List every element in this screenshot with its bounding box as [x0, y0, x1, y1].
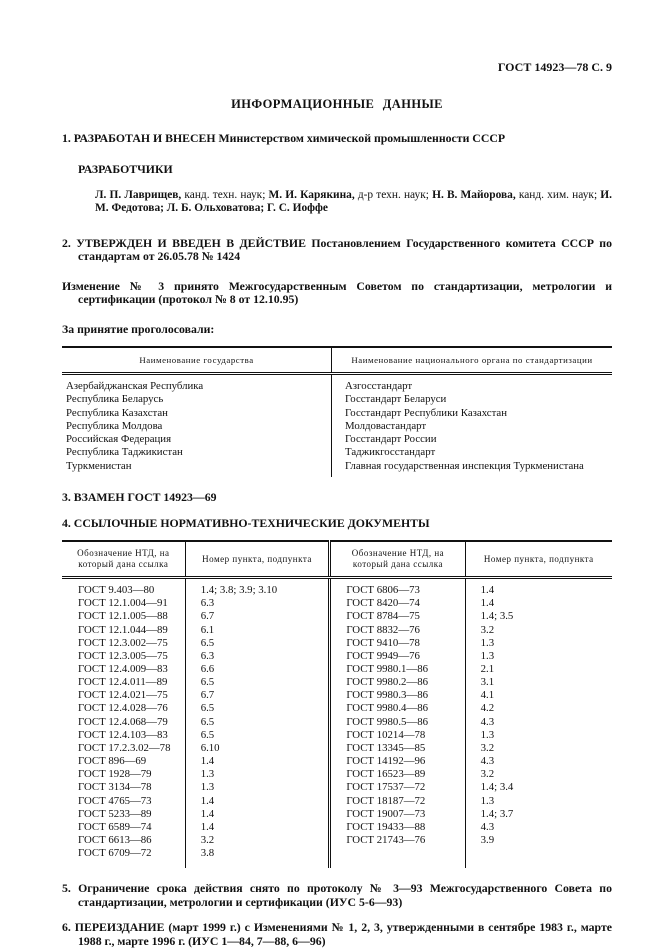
references-table-row [62, 742, 612, 755]
amendment-note: Изменение № 3 принято Межгосударственным Советом по стандартизации, метрологии и сертификации (протокол № 8 от 12.10.95) [62, 278, 612, 306]
doc-cell-right: ГОСТ 9980.5—86 [330, 716, 465, 729]
developer-degree: д-р техн. наук; [354, 188, 433, 201]
point-cell-right: 1.4 [465, 597, 612, 610]
point-cell-left: 6.5 [185, 716, 330, 729]
point-cell-right: 1.3 [465, 650, 612, 663]
doc-cell-left: ГОСТ 12.4.009—83 [78, 663, 168, 676]
point-cell-right: 1.4; 3.5 [465, 610, 612, 623]
developers-list [95, 189, 612, 215]
state-cell: Республика Беларусь [66, 393, 164, 406]
references-table-row [62, 663, 612, 676]
point-cell-right: 4.3 [465, 821, 612, 834]
doc-cell-left: ГОСТ 17.2.3.02—78 [78, 741, 171, 754]
doc-cell-left: ГОСТ 12.4.103—83 [78, 728, 168, 741]
section-3-heading: 3. ВЗАМЕН ГОСТ 14923—69 [62, 490, 217, 505]
doc-cell-left: ГОСТ 12.4.068—79 [78, 715, 168, 728]
org-cell: Госстандарт Беларуси [332, 393, 613, 406]
org-cell: Молдовастандарт [332, 420, 613, 433]
point-cell-right: 1.4; 3.4 [465, 781, 612, 794]
vote-table-row [62, 374, 612, 394]
references-table-row [62, 597, 612, 610]
point-cell-right: 4.3 [465, 716, 612, 729]
point-cell-right: 1.4; 3.7 [465, 808, 612, 821]
references-table-row [62, 702, 612, 715]
developer-name: М. И. Карякина, [268, 188, 355, 201]
doc-cell-left: ГОСТ 12.1.005—88 [78, 610, 168, 623]
point-cell-left: 6.10 [185, 742, 330, 755]
point-cell-left: 6.5 [185, 676, 330, 689]
references-table-row [62, 650, 612, 663]
point-cell-left: 6.6 [185, 663, 330, 676]
references-table-row [62, 624, 612, 637]
point-cell-right: 3.2 [465, 624, 612, 637]
point-cell-right: 3.1 [465, 676, 612, 689]
doc-cell-left: ГОСТ 12.3.002—75 [78, 636, 168, 649]
doc-cell-left: ГОСТ 12.3.005—75 [78, 649, 168, 662]
section-6-heading: 6. ПЕРЕИЗДАНИЕ (март 1999 г.) с Изменениями № 1, 2, 3, утвержденными в сентябре 1983 г., марте 1988 г., марте 1996 г. (ИУС 1—84, 7—88, 6—96) [62, 920, 612, 948]
doc-cell-right: ГОСТ 8420—74 [330, 597, 465, 610]
vote-table-row [62, 393, 612, 406]
doc-cell-left: ГОСТ 12.4.011—89 [78, 676, 168, 689]
point-cell-left: 6.1 [185, 624, 330, 637]
point-cell-right: 1.3 [465, 729, 612, 742]
refs-col-doc-left: Обозначение НТД, на который дана ссылка [62, 541, 185, 578]
point-cell-left: 1.4 [185, 808, 330, 821]
references-table-row [62, 755, 612, 768]
doc-cell-right: ГОСТ 16523—89 [330, 768, 465, 781]
point-cell-left: 6.5 [185, 702, 330, 715]
doc-cell-right: ГОСТ 19007—73 [330, 808, 465, 821]
doc-cell-right: ГОСТ 19433—88 [330, 821, 465, 834]
section-2-heading: 2. УТВЕРЖДЕН И ВВЕДЕН В ДЕЙСТВИЕ Постановлением Государственного комитета СССР по стандартам от 26.05.78 № 1424 [62, 235, 612, 263]
developer-name: Н. В. Майорова, [432, 188, 516, 201]
vote-table-row [62, 460, 612, 477]
vote-table [62, 346, 612, 477]
references-table [62, 540, 612, 868]
references-table-row [62, 676, 612, 689]
point-cell-left: 1.4 [185, 795, 330, 808]
doc-cell-right: ГОСТ 6806—73 [330, 578, 465, 598]
vote-col-org: Наименование национального органа по стандартизации [332, 347, 613, 374]
point-cell-right [465, 847, 612, 868]
refs-col-doc-right: Обозначение НТД, на который дана ссылка [330, 541, 465, 578]
doc-cell-left: ГОСТ 12.4.028—76 [78, 702, 168, 715]
point-cell-left: 3.8 [185, 847, 330, 868]
point-cell-left: 6.5 [185, 637, 330, 650]
doc-cell-right: ГОСТ 13345—85 [330, 742, 465, 755]
point-cell-left: 6.7 [185, 610, 330, 623]
references-table-row [62, 768, 612, 781]
references-table-row [62, 847, 612, 868]
section-5-heading: 5. Ограничение срока действия снято по протоколу № 3—93 Межгосударственного Совета по стандартизации, метрологии и сертификации (ИУС 5-6—93) [62, 881, 612, 909]
page-title: ИНФОРМАЦИОННЫЕ ДАННЫЕ [231, 97, 443, 111]
doc-cell-right: ГОСТ 8832—76 [330, 624, 465, 637]
developer-name: И. М. Федотова; Л. Б. Ольховатова; Г. С. Иоффе [95, 188, 612, 214]
doc-cell-left: ГОСТ 3134—78 [78, 781, 152, 794]
vote-table-row [62, 433, 612, 446]
references-table-row [62, 578, 612, 598]
references-table-row [62, 689, 612, 702]
doc-cell-left: ГОСТ 4765—73 [78, 794, 152, 807]
refs-col-point-left: Номер пункта, подпункта [185, 541, 330, 578]
point-cell-right: 4.2 [465, 702, 612, 715]
developer-name: Л. П. Лаврищев, [95, 188, 182, 201]
org-cell: Госстандарт Республики Казахстан [332, 407, 613, 420]
point-cell-right: 2.1 [465, 663, 612, 676]
doc-cell-left: ГОСТ 9.403—80 [78, 584, 155, 597]
point-cell-right: 4.1 [465, 689, 612, 702]
point-cell-left: 6.5 [185, 729, 330, 742]
state-cell: Республика Казахстан [66, 406, 168, 419]
org-cell: Главная государственная инспекция Туркменистана [332, 460, 613, 477]
point-cell-right: 1.3 [465, 795, 612, 808]
references-table-row [62, 821, 612, 834]
doc-cell-left: ГОСТ 896—69 [78, 755, 147, 768]
vote-table-row [62, 446, 612, 459]
doc-cell-right: ГОСТ 9949—76 [330, 650, 465, 663]
doc-cell-right: ГОСТ 21743—76 [330, 834, 465, 847]
doc-cell-right: ГОСТ 14192—96 [330, 755, 465, 768]
point-cell-left: 1.3 [185, 768, 330, 781]
page-header: ГОСТ 14923—78 С. 9 [497, 60, 612, 74]
point-cell-left: 3.2 [185, 834, 330, 847]
point-cell-left: 1.4 [185, 755, 330, 768]
references-table-row [62, 795, 612, 808]
doc-cell-left: ГОСТ 6613—86 [78, 834, 152, 847]
references-table-header [62, 541, 612, 578]
org-cell: Азгосстандарт [332, 374, 613, 394]
vote-col-state: Наименование государства [62, 347, 332, 374]
vote-table-row [62, 407, 612, 420]
point-cell-left: 6.7 [185, 689, 330, 702]
doc-cell-left: ГОСТ 12.4.021—75 [78, 689, 168, 702]
point-cell-right: 4.3 [465, 755, 612, 768]
doc-cell-left: ГОСТ 5233—89 [78, 807, 152, 820]
references-table-row [62, 716, 612, 729]
state-cell: Азербайджанская Республика [66, 380, 204, 392]
point-cell-left: 1.4 [185, 821, 330, 834]
references-table-row [62, 637, 612, 650]
doc-cell-right: ГОСТ 9980.2—86 [330, 676, 465, 689]
point-cell-right: 3.2 [465, 742, 612, 755]
point-cell-right: 3.9 [465, 834, 612, 847]
section-1-heading: 1. РАЗРАБОТАН И ВНЕСЕН Министерством химической промышленности СССР [62, 131, 506, 145]
vote-table-row [62, 420, 612, 433]
state-cell: Российская Федерация [66, 433, 172, 446]
point-cell-right: 1.3 [465, 637, 612, 650]
doc-cell-right: ГОСТ 8784—75 [330, 610, 465, 623]
doc-cell-right: ГОСТ 9980.3—86 [330, 689, 465, 702]
doc-cell-right: ГОСТ 18187—72 [330, 795, 465, 808]
state-cell: Республика Молдова [66, 419, 163, 432]
doc-cell-left: ГОСТ 12.1.044—89 [78, 623, 168, 636]
point-cell-left: 6.3 [185, 597, 330, 610]
doc-cell-right: ГОСТ 17537—72 [330, 781, 465, 794]
developers-heading: РАЗРАБОТЧИКИ [78, 161, 173, 176]
developer-degree: канд. техн. наук; [181, 188, 269, 201]
doc-cell-right: ГОСТ 9410—78 [330, 637, 465, 650]
point-cell-left: 1.4; 3.8; 3.9; 3.10 [185, 578, 330, 598]
doc-cell-right [330, 847, 465, 868]
org-cell: Госстандарт России [332, 433, 613, 446]
point-cell-right: 3.2 [465, 768, 612, 781]
references-table-row [62, 610, 612, 623]
point-cell-right: 1.4 [465, 578, 612, 598]
references-table-row [62, 729, 612, 742]
references-table-row [62, 834, 612, 847]
refs-col-point-right: Номер пункта, подпункта [465, 541, 612, 578]
vote-intro: За принятие проголосовали: [62, 321, 215, 336]
developer-degree: канд. хим. наук; [515, 188, 601, 201]
references-table-row [62, 781, 612, 794]
doc-cell-left: ГОСТ 6589—74 [78, 820, 152, 833]
state-cell: Республика Таджикистан [66, 446, 183, 459]
state-cell: Туркменистан [66, 459, 132, 472]
point-cell-left: 6.3 [185, 650, 330, 663]
doc-cell-left: ГОСТ 1928—79 [78, 768, 152, 781]
doc-cell-right: ГОСТ 10214—78 [330, 729, 465, 742]
section-4-heading: 4. ССЫЛОЧНЫЕ НОРМАТИВНО-ТЕХНИЧЕСКИЕ ДОКУМЕНТЫ [62, 515, 430, 530]
doc-cell-left: ГОСТ 6709—72 [78, 847, 152, 860]
references-table-row [62, 808, 612, 821]
doc-cell-right: ГОСТ 9980.1—86 [330, 663, 465, 676]
vote-table-header [62, 347, 612, 374]
org-cell: Таджикгосстандарт [332, 446, 613, 459]
doc-cell-left: ГОСТ 12.1.004—91 [78, 597, 168, 610]
doc-cell-right: ГОСТ 9980.4—86 [330, 702, 465, 715]
point-cell-left: 1.3 [185, 781, 330, 794]
